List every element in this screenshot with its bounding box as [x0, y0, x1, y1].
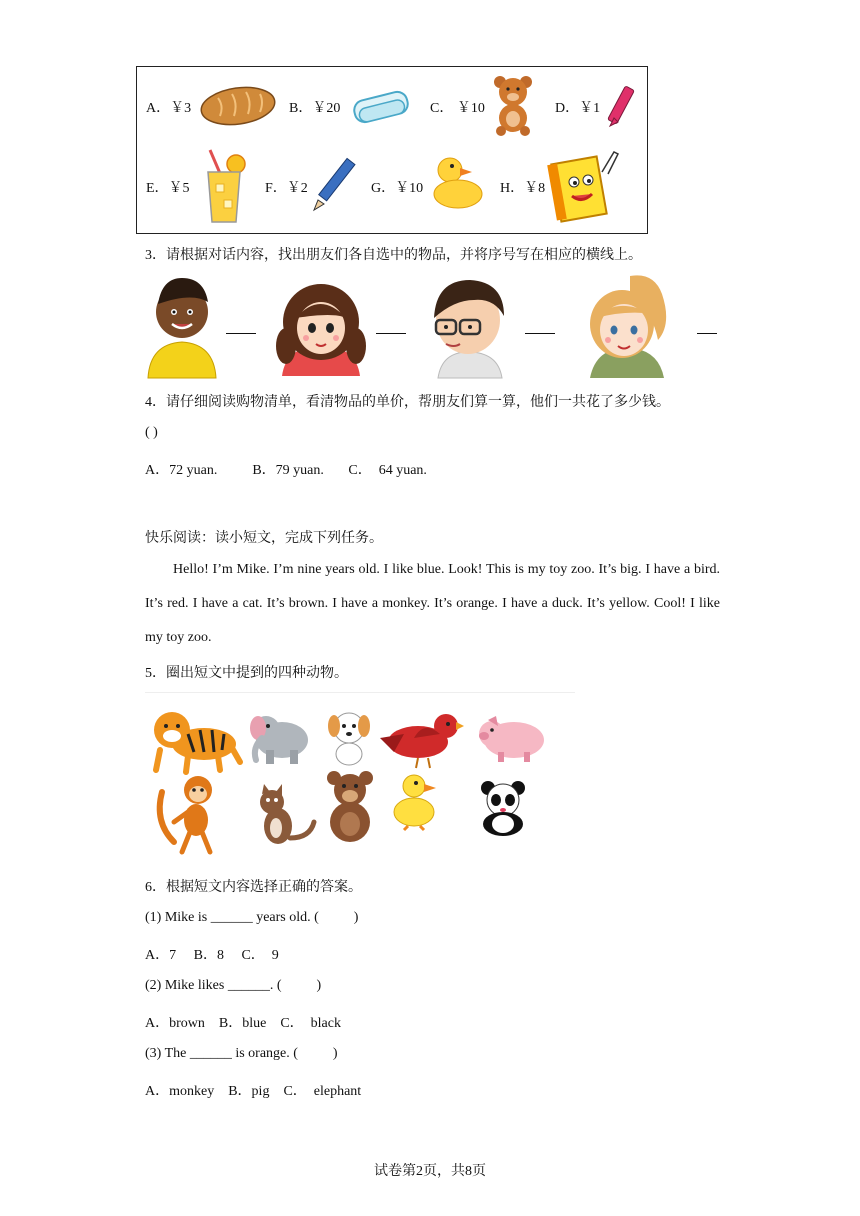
answer-blank-2[interactable]: [376, 333, 406, 334]
tiger-icon: [148, 700, 242, 774]
question-6-3-options: A．monkey B．pig C． elephant: [145, 1084, 362, 1099]
book-icon: [550, 142, 624, 224]
bear-icon: [322, 770, 378, 844]
teddy-bear-icon: [490, 74, 536, 136]
question-4-answer-paren[interactable]: ( ): [145, 425, 158, 440]
answer-blank-3[interactable]: [525, 333, 555, 334]
question-6-1: (1) Mike is ______ years old. ( ): [145, 910, 359, 925]
item-d-price: D．￥1: [555, 101, 601, 116]
elephant-icon: [246, 706, 312, 768]
question-4-options: A．72 yuan. B．79 yuan. C． 64 yuan.: [145, 463, 427, 478]
panda-icon: [476, 780, 530, 836]
girl-ponytail-avatar-icon: [576, 272, 676, 378]
item-e-price: E．￥5: [146, 181, 190, 196]
pencil-case-icon: [350, 82, 412, 130]
question-4-text: 4．请仔细阅读购物清单，看清物品的单价，帮朋友们算一算，他们一共花了多少钱。: [145, 395, 670, 410]
pig-icon: [474, 712, 550, 766]
question-6-3: (3) The ______ is orange. ( ): [145, 1046, 338, 1061]
crayon-icon: [604, 80, 640, 132]
question-5-text: 5．圈出短文中提到的四种动物。: [145, 666, 348, 681]
item-b-price: B．￥20: [289, 101, 341, 116]
answer-blank-1[interactable]: [226, 333, 256, 334]
question-6-2-options: A．brown B．blue C． black: [145, 1016, 341, 1031]
question-6-1-options: A．7 B．8 C． 9: [145, 948, 279, 963]
duck-icon: [390, 772, 442, 830]
question-6-2: (2) Mike likes ______. ( ): [145, 978, 322, 993]
toy-duck-icon: [430, 154, 486, 210]
cat-icon: [250, 784, 318, 848]
item-c-price: C． ￥10: [430, 101, 485, 116]
question-3-text: 3．请根据对话内容，找出朋友们各自选中的物品，并将序号写在相应的横线上。: [145, 248, 642, 263]
item-g-price: G．￥10: [371, 181, 424, 196]
boy-avatar-icon: [144, 274, 220, 378]
answer-blank-4[interactable]: [697, 333, 717, 334]
monkey-icon: [150, 772, 226, 854]
item-f-price: F．￥2: [265, 181, 308, 196]
question-6-text: 6．根据短文内容选择正确的答案。: [145, 880, 362, 895]
boy-glasses-avatar-icon: [420, 278, 508, 378]
reading-heading: 快乐阅读：读小短文，完成下列任务。: [145, 531, 383, 546]
image-top-edge: [145, 692, 575, 693]
bird-icon: [374, 708, 464, 770]
page-footer: 试卷第2页，共8页: [374, 1164, 486, 1179]
reading-passage: Hello! I’m Mike. I’m nine years old. I like blue. Look! This is my toy zoo. It’s big. I have a bird. It’s red. I have a cat. It’s brown. I have a monkey. It’s orange. I have a duck. It’s yellow. Cool! I like my toy zoo.: [145, 562, 720, 645]
dog-icon: [326, 708, 372, 766]
bread-icon: [200, 84, 278, 128]
juice-icon: [196, 148, 252, 224]
girl-avatar-icon: [272, 278, 370, 376]
item-a-price: A．￥3: [146, 101, 192, 116]
pencil-icon: [310, 154, 362, 212]
item-h-price: H．￥8: [500, 181, 546, 196]
